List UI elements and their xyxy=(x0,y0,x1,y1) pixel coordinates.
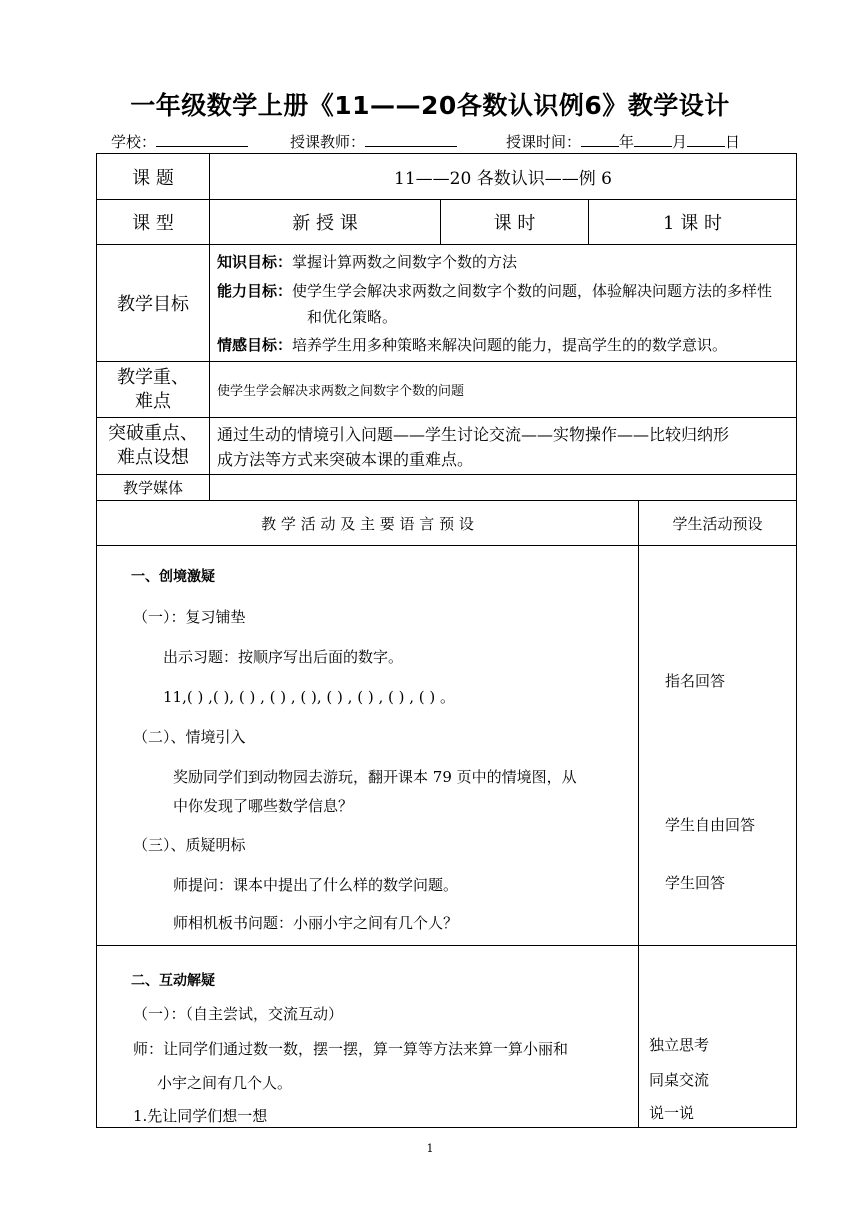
section2-title: 二、互动解疑 xyxy=(131,973,215,989)
school-blank xyxy=(156,131,248,147)
keypoint-text: 使学生学会解决求两数之间数字个数的问题 xyxy=(217,384,465,399)
section2-step1: 1.先让同学们想一想 xyxy=(133,1107,268,1125)
media-row xyxy=(97,475,796,501)
teacher-label: 授课教师： xyxy=(290,133,366,151)
breakthrough-label: 突破重点、 难点设想 xyxy=(97,418,210,474)
goal-emotion: 情感目标：培养学生用多种策略来解决问题的能力，提高学生的的数学意识。 xyxy=(217,336,728,354)
section2-response1: 独立思考 xyxy=(649,1036,710,1054)
section1-part2-line2: 中你发现了哪些数学信息？ xyxy=(173,797,354,815)
breakthrough-row xyxy=(97,418,796,475)
goals-content xyxy=(210,245,796,361)
day-label: 日 xyxy=(725,133,741,151)
section2-response2: 同桌交流 xyxy=(649,1071,710,1089)
section2-row xyxy=(97,946,796,1127)
page-number: 1 xyxy=(426,1142,434,1155)
section1-part3: （三）、质疑明标 xyxy=(133,836,246,854)
keypoint-label: 教学重、 难点 xyxy=(97,362,210,417)
goals-row xyxy=(97,245,796,362)
media-value xyxy=(210,475,796,500)
section1-content xyxy=(97,546,639,945)
lesson-plan-table xyxy=(96,153,797,1128)
period-value: 1 课 时 xyxy=(663,213,722,234)
day-blank xyxy=(687,131,725,147)
type-row xyxy=(97,200,796,245)
topic-row xyxy=(97,154,796,200)
document-title: 一年级数学上册《11——20各数认识例6》教学设计 xyxy=(130,91,730,120)
activity-header-row xyxy=(97,501,796,546)
topic-value: 11——20 各数认识——例 6 xyxy=(394,169,612,189)
section2-response3: 说一说 xyxy=(649,1104,695,1122)
media-label: 教学媒体 xyxy=(97,475,210,500)
school-label: 学校： xyxy=(111,133,157,151)
month-label: 月 xyxy=(672,133,688,151)
section2-content xyxy=(97,946,639,1127)
section1-response1: 指名回答 xyxy=(665,672,726,690)
section1-part2: （二）、情境引入 xyxy=(133,728,246,746)
year-blank xyxy=(581,131,619,147)
month-blank xyxy=(634,131,672,147)
teacher-field xyxy=(290,131,457,152)
goal-ability: 能力目标：使学生学会解决求两数之间数字个数的问题，体验解决问题方法的多样性 xyxy=(217,282,773,300)
activity-header-left: 教 学 活 动 及 主 要 语 言 预 设 xyxy=(97,501,639,545)
section1-question1: 师提问：课本中提出了什么样的数学问题。 xyxy=(173,876,459,894)
section1-question2: 师相机板书问题：小丽小宇之间有几个人？ xyxy=(173,914,459,932)
type-value: 新 授 课 xyxy=(210,200,441,244)
section1-title: 一、创境激疑 xyxy=(131,569,215,585)
teacher-blank xyxy=(365,131,457,147)
section1-row xyxy=(97,546,796,946)
section1-part1-text: 出示习题：按顺序写出后面的数字。 xyxy=(163,648,404,666)
section1-student xyxy=(639,546,796,945)
keypoint-row xyxy=(97,362,796,418)
goals-label: 教学目标 xyxy=(97,245,210,361)
time-label: 授课时间： xyxy=(506,133,582,151)
section1-response2: 学生自由回答 xyxy=(665,816,756,834)
section2-teacher-line1: 师：让同学们通过数一数，摆一摆，算一算等方法来算一算小丽和 xyxy=(133,1040,569,1058)
year-label: 年 xyxy=(619,133,635,151)
section1-sequence: 11,( ) ,( ), ( ) , ( ) , ( ), ( ) , ( ) , ( ) , ( ) 。 xyxy=(163,688,456,706)
period-label: 课 时 xyxy=(441,200,589,244)
school-field xyxy=(111,131,248,152)
section1-part1: （一）：复习铺垫 xyxy=(133,608,246,626)
time-field xyxy=(506,131,740,152)
goal-knowledge: 知识目标：掌握计算两数之间数字个数的方法 xyxy=(217,253,518,271)
goal-ability-cont: 和优化策略。 xyxy=(307,308,398,326)
activity-header-right: 学生活动预设 xyxy=(672,514,763,533)
type-label: 课 型 xyxy=(97,200,210,244)
section2-part1: （一）：（自主尝试，交流互动） xyxy=(133,1005,344,1023)
section1-response3: 学生回答 xyxy=(665,874,726,892)
section1-part2-line1: 奖励同学们到动物园去游玩，翻开课本 79 页中的情境图，从 xyxy=(173,768,577,786)
topic-label: 课 题 xyxy=(97,154,210,199)
section2-student xyxy=(639,946,796,1127)
breakthrough-text: 通过生动的情境引入问题——学生讨论交流——实物操作——比较归纳形 成方法等方式来突破本课的重难点。 xyxy=(217,425,730,469)
section2-teacher-line2: 小宇之间有几个人。 xyxy=(157,1074,293,1092)
